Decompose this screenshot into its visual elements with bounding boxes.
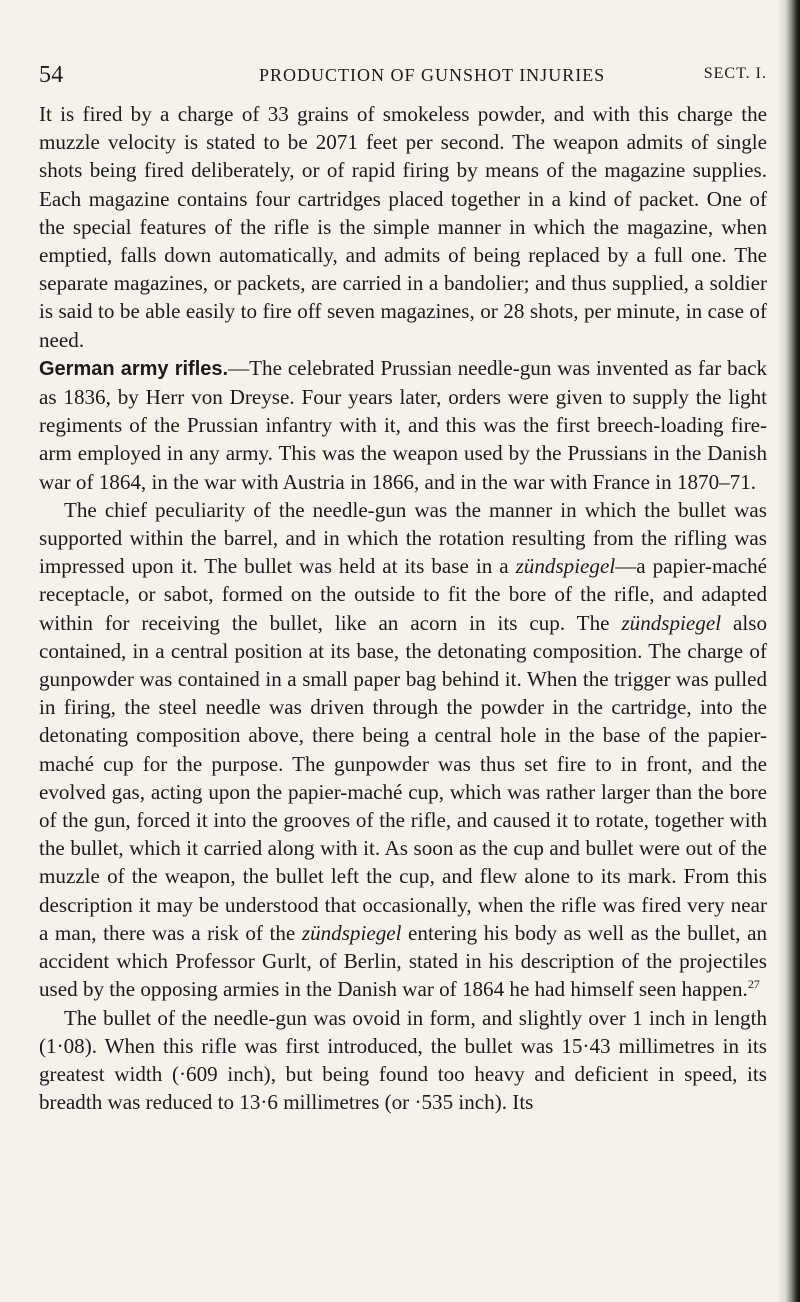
paragraph-1: It is fired by a charge of 33 grains of smokeless powder, and with this charge the muzzle velocity is stated to be 2071 feet per second. The weapon admits of single shots being fired deliberately, or of rapid firing by means of the magazine supplies. Each magazine contains four cartridges placed together in a kind of packet. One of the special features of the rifle is the simple manner in which the magazine, when emptied, falls down automatically, and admits of being replaced by a full one. The separate magazines, or packets, are carried in a bandolier; and thus supplied, a soldier is said to be able easily to fire off seven magazines, or 28 shots, per minute, in case of need. <box>39 102 767 352</box>
paragraph-2-text: —The celebrated Prussian needle-gun was invented as far back as 1836, by Herr von Dreyse. Four years later, orders were given to supply the light regiments of the Prussian infantry with it, and this was the first breech-loading fire-arm employed in any army. This was the weapon used by the Prussians in the Danish war of 1864, in the war with Austria in 1866, and in the war with France in 1870–71. <box>39 355 767 494</box>
term-zundspiegel: zündspiegel <box>621 610 722 635</box>
section-marker: SECT. I. <box>703 65 767 82</box>
page-number: 54 <box>39 62 64 88</box>
term-zundspiegel: zündspiegel <box>515 554 616 579</box>
running-title: PRODUCTION OF GUNSHOT INJURIES <box>259 65 606 85</box>
term-zundspiegel: zündspiegel <box>301 920 402 945</box>
paragraph-german-rifles <box>39 354 767 496</box>
book-spine-edge <box>778 0 800 1302</box>
body-text <box>39 100 767 1116</box>
paragraph-bullet: The bullet of the needle-gun was ovoid in form, and slightly over 1 inch in length (1·08). When this rifle was first introduced, the bullet was 15·43 millimetres in its greatest width (·609 inch), but being found too heavy and deficient in speed, its breadth was reduced to 13·6 millimetres (or ·535 inch). Its <box>39 1005 767 1115</box>
paragraph-3-part-3: also contained, in a central position at its base, the detonating composition. The charge of gunpowder was contained in a small paper bag behind it. When the trigger was pulled in firing, the steel needle was driven through the powder in the cartridge, into the detonating composition above, there being a central hole in the base of the papier-maché cup for the purpose. The gunpowder was thus set fire to in front, and the evolved gas, acting upon the papier-maché cup, which was rather larger than the bore of the gun, forced it into the grooves of the rifle, and caused it to rotate, together with the bullet, which it carried along with it. As soon as the cup and bullet were out of the muzzle of the weapon, the bullet left the cup, and flew alone to its mark. From this description it may be understood that occasionally, when the rifle was fired very near a man, there was a risk of the <box>39 610 768 945</box>
section-heading-german-army-rifles: German army rifles. <box>39 357 229 380</box>
paragraph-3-part-2: —a papier-maché receptacle, or sabot, formed on the outside to fit the bore of the rifle, and adapted within for receiving the bullet, like an acorn in its cup. The <box>39 554 767 635</box>
paragraph-needle-gun <box>39 496 767 1004</box>
paragraph-3-part-1: The chief peculiarity of the needle-gun was the manner in which the bullet was supported within the barrel, and in which the rotation resulting from the rifling was impressed upon it. The bullet was held at its base in a <box>39 497 767 579</box>
paragraph-3-part-4: entering his body as well as the bullet, an accident which Professor Gurlt, of Berlin, stated in his description of the projectiles used by the opposing armies in the Danish war of 1864 he had himself seen happen. <box>39 920 767 1002</box>
footnote-reference[interactable]: 27 <box>747 977 760 992</box>
running-head <box>39 62 767 88</box>
